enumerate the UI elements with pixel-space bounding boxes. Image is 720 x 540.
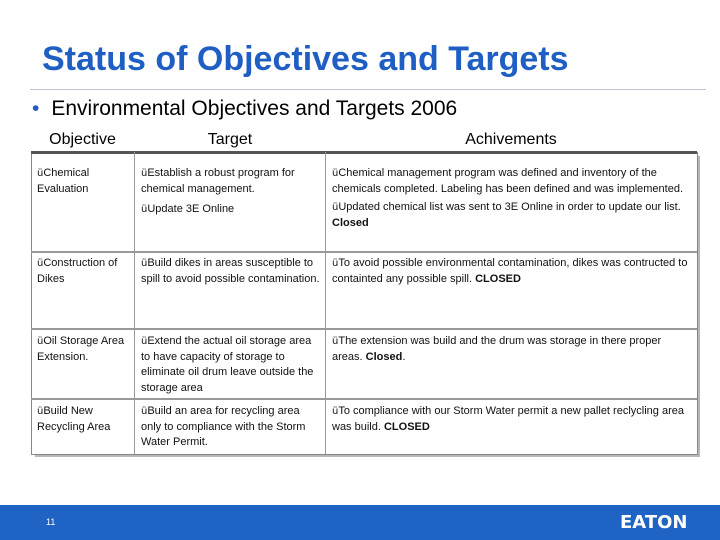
check-icon: ü <box>37 406 44 417</box>
column-divider <box>325 152 326 454</box>
status-badge: Closed <box>332 216 369 229</box>
subtitle <box>32 97 457 121</box>
check-icon: ü <box>332 406 339 417</box>
header-achievements: Achivements <box>465 131 557 148</box>
footer-bar <box>0 505 720 540</box>
table-row-4-achievement: üTo compliance with our Storm Water permit a new pallet reclycling area was build. CLOSED <box>332 405 684 433</box>
check-icon: ü <box>37 168 44 179</box>
table-row-2-achievement: üTo avoid possible environmental contamination, dikes was contructed to containted any possible spill. CLOSED <box>332 257 688 285</box>
table-row-1-achievement: üChemical management program was defined and inventory of the chemicals completed. Labeling has been defined and was implemented. üUpdated chemical list was sent to 3E Online in order to update our list. Closed <box>332 167 683 229</box>
check-icon: ü <box>332 202 339 213</box>
page-title: Status of Objectives and Targets <box>42 40 569 78</box>
check-icon: ü <box>141 336 148 347</box>
table-top-border <box>31 151 697 154</box>
check-icon: ü <box>141 406 148 417</box>
table-row-3-achievement: üThe extension was build and the drum was storage in there proper areas. Closed. <box>332 335 662 363</box>
row-divider <box>31 251 697 253</box>
header-target: Target <box>207 131 253 148</box>
title-divider <box>30 89 706 90</box>
status-badge: CLOSED <box>475 272 521 285</box>
subtitle-text: Environmental Objectives and Targets 2006 <box>51 97 458 120</box>
header-objective: Objective <box>49 131 116 148</box>
check-icon: ü <box>332 336 339 347</box>
column-divider <box>134 152 135 454</box>
status-badge: CLOSED <box>383 420 430 433</box>
table-row-3-objective: üOil Storage Area Extension. <box>37 335 125 363</box>
table-row-2-objective: üConstruction of Dikes <box>37 257 118 285</box>
row-divider <box>31 398 697 400</box>
table-row-1-target: üEstablish a robust program for chemical management. üUpdate 3E Online <box>141 167 295 215</box>
eaton-logo: EATON <box>620 512 688 533</box>
check-icon: ü <box>37 258 44 269</box>
check-icon: ü <box>141 168 148 179</box>
bullet-icon: • <box>32 97 40 120</box>
check-icon: ü <box>141 204 148 215</box>
check-icon: ü <box>332 258 339 269</box>
table-row-4-objective: üBuild New Recycling Area <box>37 405 111 433</box>
table-row-1-objective: üChemical Evaluation <box>37 167 90 195</box>
table-row-2-target: üBuild dikes in areas susceptible to spill to avoid possible contamination. <box>141 257 320 285</box>
check-icon: ü <box>37 336 44 347</box>
page-number: 11 <box>46 517 56 527</box>
table-row-3-target: üExtend the actual oil storage area to have capacity of storage to eliminate oil drum leave outside the storage area <box>141 335 314 394</box>
check-icon: ü <box>332 168 339 179</box>
status-badge: Closed <box>365 350 403 363</box>
check-icon: ü <box>141 258 148 269</box>
row-divider <box>31 328 697 330</box>
table-row-4-target: üBuild an area for recycling area only to compliance with the Storm Water Permit. <box>141 405 306 448</box>
